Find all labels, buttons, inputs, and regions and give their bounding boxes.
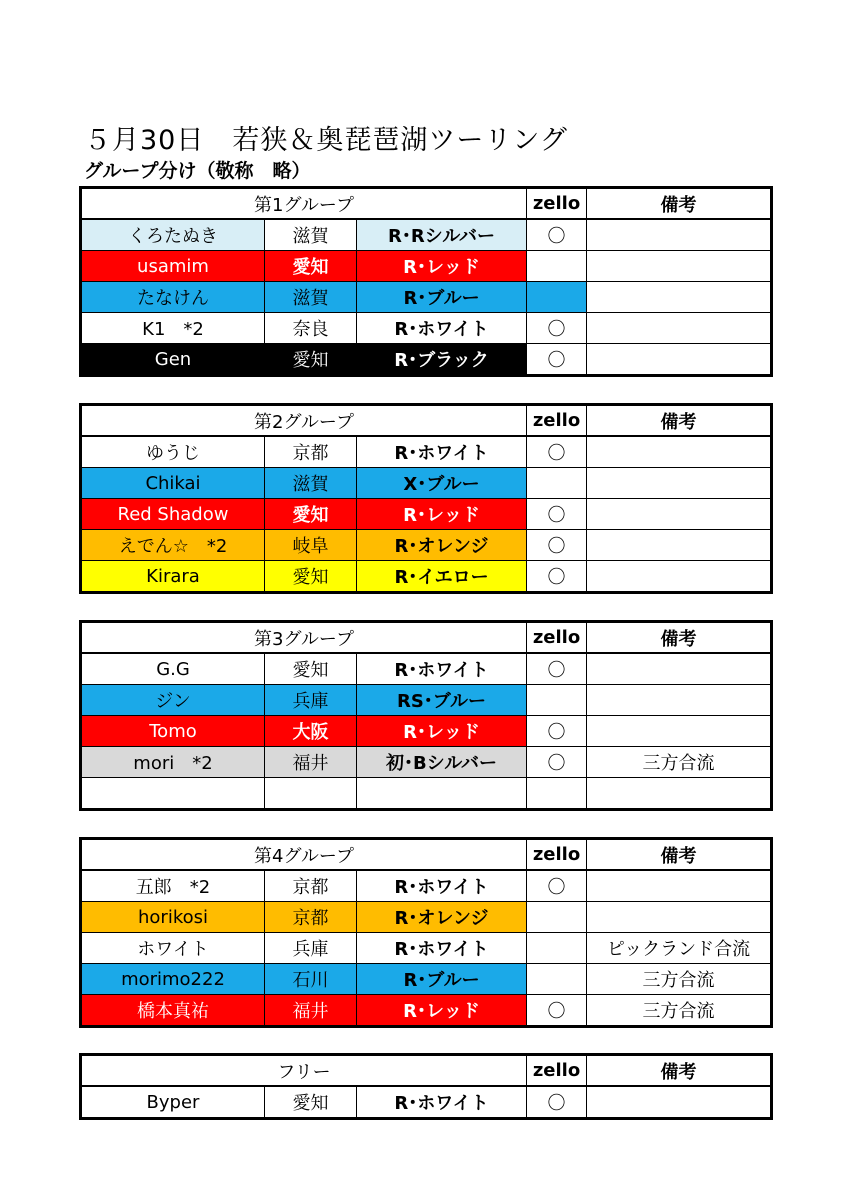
- member-prefecture: 石川: [265, 964, 357, 995]
- member-bike: 初･Bシルバー: [357, 747, 527, 778]
- member-note: [587, 685, 772, 716]
- member-name: mori *2: [81, 747, 265, 778]
- member-prefecture: 愛知: [265, 561, 357, 593]
- member-note: [587, 653, 772, 685]
- zello-header: zello: [527, 405, 587, 437]
- member-name: えでん☆ *2: [81, 530, 265, 561]
- member-prefecture: 兵庫: [265, 685, 357, 716]
- member-note: [587, 436, 772, 468]
- member-note: [587, 344, 772, 376]
- member-bike: R･ホワイト: [357, 436, 527, 468]
- zello-header: zello: [527, 839, 587, 871]
- member-bike: R･レッド: [357, 251, 527, 282]
- zello-mark: 〇: [527, 436, 587, 468]
- member-bike: R･ブラック: [357, 344, 527, 376]
- member-name: morimo222: [81, 964, 265, 995]
- member-name: [81, 778, 265, 810]
- member-note: [587, 716, 772, 747]
- member-row: [81, 995, 772, 1027]
- member-name: ジン: [81, 685, 265, 716]
- member-bike: X･ブルー: [357, 468, 527, 499]
- zello-mark: [527, 933, 587, 964]
- member-row: [81, 561, 772, 593]
- member-name: Byper: [81, 1086, 265, 1119]
- member-name: G.G: [81, 653, 265, 685]
- member-bike: R･レッド: [357, 499, 527, 530]
- member-prefecture: 滋賀: [265, 219, 357, 251]
- member-note: 三方合流: [587, 995, 772, 1027]
- member-name: くろたぬき: [81, 219, 265, 251]
- zello-mark: 〇: [527, 344, 587, 376]
- member-prefecture: 福井: [265, 995, 357, 1027]
- member-row: [81, 778, 772, 810]
- member-bike: R･ホワイト: [357, 933, 527, 964]
- member-prefecture: 愛知: [265, 499, 357, 530]
- member-bike: RS･ブルー: [357, 685, 527, 716]
- member-row: [81, 653, 772, 685]
- zello-mark: 〇: [527, 1086, 587, 1119]
- member-bike: R･Rシルバー: [357, 219, 527, 251]
- zello-mark: 〇: [527, 716, 587, 747]
- member-prefecture: 滋賀: [265, 468, 357, 499]
- note-header: 備考: [587, 622, 772, 654]
- group-name: フリー: [81, 1055, 527, 1087]
- member-prefecture: 京都: [265, 436, 357, 468]
- member-prefecture: 愛知: [265, 251, 357, 282]
- note-header: 備考: [587, 405, 772, 437]
- member-row: [81, 964, 772, 995]
- zello-mark: 〇: [527, 219, 587, 251]
- member-row: [81, 499, 772, 530]
- member-prefecture: 大阪: [265, 716, 357, 747]
- zello-mark: [527, 251, 587, 282]
- zello-mark: 〇: [527, 499, 587, 530]
- member-prefecture: 京都: [265, 902, 357, 933]
- member-prefecture: 京都: [265, 870, 357, 902]
- member-bike: R･レッド: [357, 716, 527, 747]
- group-header-row: [81, 405, 772, 437]
- member-row: [81, 436, 772, 468]
- member-note: [587, 251, 772, 282]
- member-row: [81, 747, 772, 778]
- member-bike: R･ブルー: [357, 282, 527, 313]
- member-note: [587, 530, 772, 561]
- member-name: ゆうじ: [81, 436, 265, 468]
- member-row: [81, 685, 772, 716]
- member-bike: [357, 778, 527, 810]
- free-group-table: [79, 1053, 773, 1120]
- member-row: [81, 933, 772, 964]
- member-note: [587, 778, 772, 810]
- member-name: Chikai: [81, 468, 265, 499]
- member-prefecture: 兵庫: [265, 933, 357, 964]
- member-name: たなけん: [81, 282, 265, 313]
- zello-header: zello: [527, 1055, 587, 1087]
- zello-mark: 〇: [527, 313, 587, 344]
- group-3-table: [79, 620, 773, 811]
- member-name: Kirara: [81, 561, 265, 593]
- zello-mark: [527, 778, 587, 810]
- group-header-row: [81, 1055, 772, 1087]
- group-name: 第2グループ: [81, 405, 527, 437]
- member-bike: R･オレンジ: [357, 902, 527, 933]
- member-name: Red Shadow: [81, 499, 265, 530]
- member-name: 五郎 *2: [81, 870, 265, 902]
- zello-mark: 〇: [527, 747, 587, 778]
- member-prefecture: 愛知: [265, 1086, 357, 1119]
- member-note: 三方合流: [587, 747, 772, 778]
- member-row: [81, 870, 772, 902]
- member-note: [587, 870, 772, 902]
- member-note: [587, 561, 772, 593]
- group-name: 第4グループ: [81, 839, 527, 871]
- member-note: [587, 468, 772, 499]
- member-name: Tomo: [81, 716, 265, 747]
- member-prefecture: [265, 778, 357, 810]
- member-note: [587, 499, 772, 530]
- group-1-table: [79, 186, 773, 377]
- member-bike: R･ホワイト: [357, 1086, 527, 1119]
- zello-mark: 〇: [527, 870, 587, 902]
- zello-mark: 〇: [527, 530, 587, 561]
- group-2-table: [79, 403, 773, 594]
- group-name: 第1グループ: [81, 188, 527, 220]
- member-name: ホワイト: [81, 933, 265, 964]
- member-row: [81, 530, 772, 561]
- group-name: 第3グループ: [81, 622, 527, 654]
- group-header-row: [81, 188, 772, 220]
- page-title: ５月30日 若狭＆奥琵琶湖ツーリング: [84, 125, 568, 156]
- member-note: ピックランド合流: [587, 933, 772, 964]
- zello-mark: [527, 685, 587, 716]
- member-note: [587, 219, 772, 251]
- zello-mark: 〇: [527, 653, 587, 685]
- member-name: Gen: [81, 344, 265, 376]
- member-note: [587, 282, 772, 313]
- zello-mark: [527, 468, 587, 499]
- zello-mark: [527, 282, 587, 313]
- member-bike: R･ホワイト: [357, 313, 527, 344]
- member-name: K1 *2: [81, 313, 265, 344]
- zello-mark: [527, 902, 587, 933]
- member-prefecture: 愛知: [265, 344, 357, 376]
- member-row: [81, 1086, 772, 1119]
- zello-header: zello: [527, 188, 587, 220]
- member-name: horikosi: [81, 902, 265, 933]
- member-prefecture: 奈良: [265, 313, 357, 344]
- group-4-table: [79, 837, 773, 1028]
- zello-mark: 〇: [527, 561, 587, 593]
- member-bike: R･イエロー: [357, 561, 527, 593]
- note-header: 備考: [587, 188, 772, 220]
- page-subtitle: グループ分け（敬称 略）: [84, 160, 311, 182]
- member-prefecture: 岐阜: [265, 530, 357, 561]
- member-row: [81, 219, 772, 251]
- member-bike: R･ブルー: [357, 964, 527, 995]
- member-prefecture: 愛知: [265, 653, 357, 685]
- group-header-row: [81, 839, 772, 871]
- member-note: [587, 313, 772, 344]
- zello-header: zello: [527, 622, 587, 654]
- note-header: 備考: [587, 1055, 772, 1087]
- member-name: 橋本真祐: [81, 995, 265, 1027]
- member-bike: R･ホワイト: [357, 870, 527, 902]
- member-row: [81, 344, 772, 376]
- member-note: [587, 902, 772, 933]
- member-note: [587, 1086, 772, 1119]
- member-bike: R･オレンジ: [357, 530, 527, 561]
- member-row: [81, 282, 772, 313]
- member-bike: R･レッド: [357, 995, 527, 1027]
- member-note: 三方合流: [587, 964, 772, 995]
- member-prefecture: 福井: [265, 747, 357, 778]
- note-header: 備考: [587, 839, 772, 871]
- member-row: [81, 716, 772, 747]
- group-header-row: [81, 622, 772, 654]
- member-name: usamim: [81, 251, 265, 282]
- zello-mark: [527, 964, 587, 995]
- member-row: [81, 468, 772, 499]
- zello-mark: 〇: [527, 995, 587, 1027]
- member-bike: R･ホワイト: [357, 653, 527, 685]
- member-row: [81, 902, 772, 933]
- member-row: [81, 251, 772, 282]
- member-row: [81, 313, 772, 344]
- member-prefecture: 滋賀: [265, 282, 357, 313]
